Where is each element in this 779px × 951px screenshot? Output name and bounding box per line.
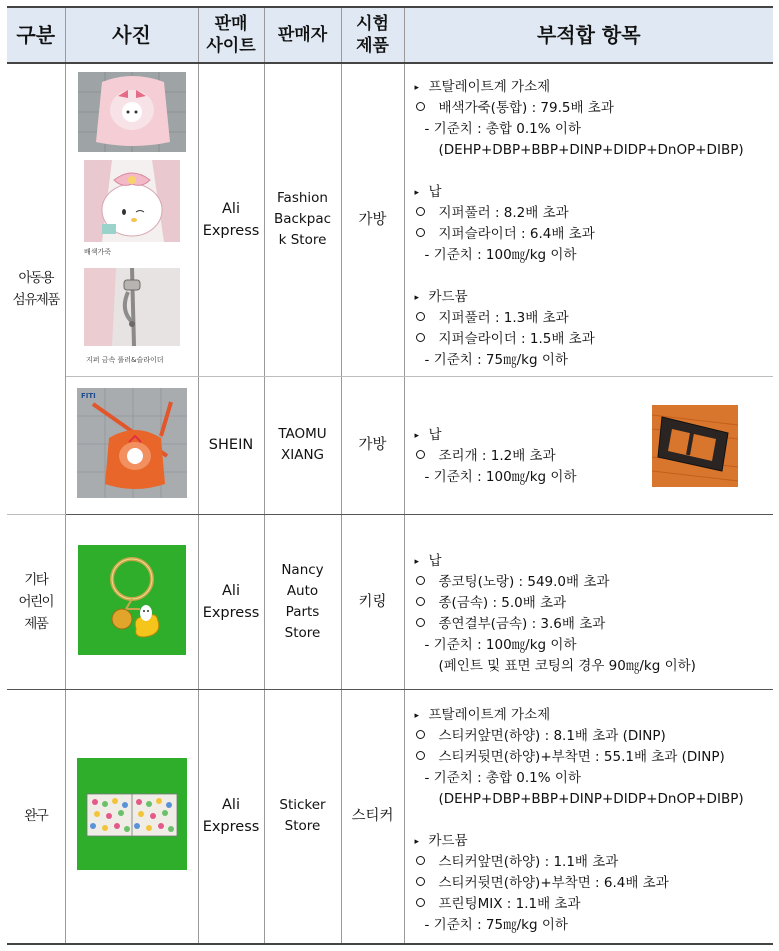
- category-cell: [7, 63, 65, 514]
- svg-text:FITI: FITI: [80, 392, 96, 400]
- item-text: - 기준치 : 총합 0.1% 이하: [424, 769, 581, 786]
- table-row: [7, 514, 773, 689]
- spacer: [405, 161, 774, 182]
- circle-bullet-icon: [415, 596, 427, 608]
- item-heading: [405, 705, 774, 726]
- items-cell: [404, 63, 773, 376]
- items-cell: [404, 376, 773, 514]
- items-list: [405, 697, 774, 936]
- circle-bullet-icon: [415, 101, 427, 113]
- photo-cell: [65, 63, 198, 376]
- item-entry: [405, 572, 774, 593]
- backpack-photo: [72, 70, 192, 366]
- item-standard: [405, 768, 774, 789]
- product-cell: 가방: [341, 376, 404, 514]
- category-cell: 완구: [7, 689, 65, 944]
- item-text: (페인트 및 표면 코팅의 경우 90㎎/kg 이하): [438, 657, 696, 674]
- item-text: 스티커앞면(하양) : 8.1배 초과 (DINP): [438, 727, 666, 744]
- item-note: [405, 656, 774, 677]
- category-text: 기타 어린이 제품: [18, 571, 54, 632]
- item-text: 종연결부(금속) : 3.6배 초과: [438, 615, 606, 632]
- item-text: 카드뮴: [428, 832, 468, 849]
- item-entry: [405, 224, 774, 245]
- category-text: 아동용 섬유제품: [12, 269, 59, 308]
- item-text: 프탈레이트계 가소제: [428, 706, 551, 723]
- header-photo: 사진: [65, 7, 198, 63]
- item-text: 프린팅MIX : 1.1배 초과: [438, 895, 581, 912]
- item-entry: [405, 203, 774, 224]
- item-text: - 기준치 : 75㎎/kg 이하: [424, 916, 568, 933]
- circle-bullet-icon: [415, 729, 427, 741]
- items-cell: [404, 689, 773, 944]
- spacer: [405, 810, 774, 831]
- keyring-photo: [78, 545, 186, 655]
- items-cell: [404, 514, 773, 689]
- crossbody-bag-photo: [75, 386, 189, 500]
- nonconformity-table: [7, 6, 773, 945]
- circle-bullet-icon: [415, 206, 427, 218]
- seller-cell: [264, 514, 341, 689]
- item-entry: [405, 852, 774, 873]
- circle-bullet-icon: [415, 897, 427, 909]
- item-entry: [405, 726, 774, 747]
- item-text: (DEHP+DBP+BBP+DINP+DIDP+DnOP+DIBP): [438, 790, 744, 807]
- item-entry: [405, 98, 774, 119]
- circle-bullet-icon: [415, 311, 427, 323]
- site-text: Ali Express: [202, 200, 260, 239]
- circle-bullet-icon: [415, 855, 427, 867]
- circle-bullet-icon: [415, 750, 427, 762]
- triangle-bullet-icon: ▸: [414, 430, 420, 441]
- item-entry: [405, 329, 774, 350]
- item-entry: [405, 747, 774, 768]
- item-standard: [405, 635, 774, 656]
- item-text: 지퍼슬라이더 : 6.4배 초과: [438, 226, 595, 243]
- item-text: - 기준치 : 100㎎/kg 이하: [424, 636, 577, 653]
- item-note: [405, 789, 774, 810]
- item-standard: [405, 245, 774, 266]
- site-text: Ali Express: [202, 582, 260, 621]
- item-text: 스티커뒷면(하양)+부착면 : 6.4배 초과: [438, 874, 669, 891]
- triangle-bullet-icon: ▸: [414, 188, 420, 199]
- item-text: 지퍼풀러 : 8.2배 초과: [438, 205, 569, 222]
- seller-text: Fashion Backpac k Store: [273, 190, 332, 249]
- table-row: [7, 689, 773, 944]
- circle-bullet-icon: [415, 449, 427, 461]
- item-text: 종코팅(노랑) : 549.0배 초과: [438, 573, 610, 590]
- triangle-bullet-icon: ▸: [414, 710, 420, 721]
- item-text: 지퍼풀러 : 1.3배 초과: [438, 310, 569, 327]
- items-list: [405, 68, 774, 371]
- photo-cell: [65, 376, 198, 514]
- seller-cell: [264, 689, 341, 944]
- item-heading: [405, 287, 774, 308]
- item-standard: [405, 915, 774, 936]
- item-note: [405, 140, 774, 161]
- item-text: 스티커앞면(하양) : 1.1배 초과: [438, 853, 619, 870]
- seller-text: Sticker Store: [279, 797, 326, 835]
- circle-bullet-icon: [415, 332, 427, 344]
- item-text: 스티커뒷면(하양)+부착면 : 55.1배 초과 (DINP): [438, 748, 725, 765]
- seller-text: Nancy Auto Parts Store: [281, 561, 324, 641]
- item-heading: [405, 182, 774, 203]
- site-cell: [198, 63, 264, 376]
- product-cell: 가방: [341, 63, 404, 376]
- header-site: [198, 7, 264, 63]
- header-product: [341, 7, 404, 63]
- triangle-bullet-icon: ▸: [414, 556, 420, 567]
- header-items: 부적합 항목: [404, 7, 773, 63]
- item-heading: [405, 551, 774, 572]
- item-text: 배색가죽(통합) : 79.5배 초과: [438, 100, 614, 117]
- table-row: [7, 376, 773, 514]
- product-cell: 키링: [341, 514, 404, 689]
- item-text: 프탈레이트계 가소제: [428, 79, 551, 96]
- sticker-photo: [77, 758, 187, 870]
- item-text: - 기준치 : 100㎎/kg 이하: [424, 468, 577, 485]
- item-heading: [405, 77, 774, 98]
- table-row: [7, 63, 773, 376]
- item-text: 납: [428, 426, 442, 443]
- circle-bullet-icon: [415, 575, 427, 587]
- triangle-bullet-icon: ▸: [414, 836, 420, 847]
- table-header-row: [7, 7, 773, 63]
- spacer: [405, 266, 774, 287]
- item-entry: [405, 614, 774, 635]
- seller-cell: [264, 376, 341, 514]
- item-text: - 기준치 : 총합 0.1% 이하: [424, 121, 581, 138]
- seller-text: TAOMU XIANG: [278, 426, 327, 463]
- item-text: 납: [428, 184, 442, 201]
- photo-caption-2: 지퍼 금속 풀러&슬라이더: [85, 355, 164, 364]
- site-text: Ali Express: [202, 797, 260, 836]
- product-cell: 스티커: [341, 689, 404, 944]
- item-heading: [405, 831, 774, 852]
- item-text: 납: [428, 552, 442, 569]
- site-cell: SHEIN: [198, 376, 264, 514]
- category-cell: [7, 514, 65, 689]
- triangle-bullet-icon: ▸: [414, 293, 420, 304]
- circle-bullet-icon: [415, 227, 427, 239]
- site-cell: [198, 514, 264, 689]
- circle-bullet-icon: [415, 876, 427, 888]
- item-entry: [405, 894, 774, 915]
- item-entry: [405, 873, 774, 894]
- header-category: 구분: [7, 7, 65, 63]
- site-cell: [198, 689, 264, 944]
- header-product-text: 시험 제품: [356, 14, 389, 56]
- photo-cell: [65, 689, 198, 944]
- item-text: - 기준치 : 75㎎/kg 이하: [424, 352, 568, 369]
- photo-cell: [65, 514, 198, 689]
- seller-cell: [264, 63, 341, 376]
- item-entry: [405, 593, 774, 614]
- item-text: (DEHP+DBP+BBP+DINP+DIDP+DnOP+DIBP): [438, 142, 744, 159]
- drawstring-buckle-photo: [652, 405, 738, 487]
- item-text: 카드뮴: [428, 289, 468, 306]
- circle-bullet-icon: [415, 617, 427, 629]
- header-seller: 판매자: [264, 7, 341, 63]
- items-list: [405, 527, 774, 677]
- item-text: 지퍼슬라이더 : 1.5배 초과: [438, 331, 595, 348]
- item-entry: [405, 308, 774, 329]
- photo-caption-1: 배색가죽: [83, 247, 111, 256]
- item-standard: [405, 119, 774, 140]
- item-text: - 기준치 : 100㎎/kg 이하: [424, 247, 577, 264]
- header-site-text: 판매 사이트: [206, 14, 256, 56]
- item-text: 종(금속) : 5.0배 초과: [438, 594, 567, 611]
- triangle-bullet-icon: ▸: [414, 83, 420, 94]
- item-text: 조리개 : 1.2배 초과: [438, 447, 556, 464]
- item-standard: [405, 350, 774, 371]
